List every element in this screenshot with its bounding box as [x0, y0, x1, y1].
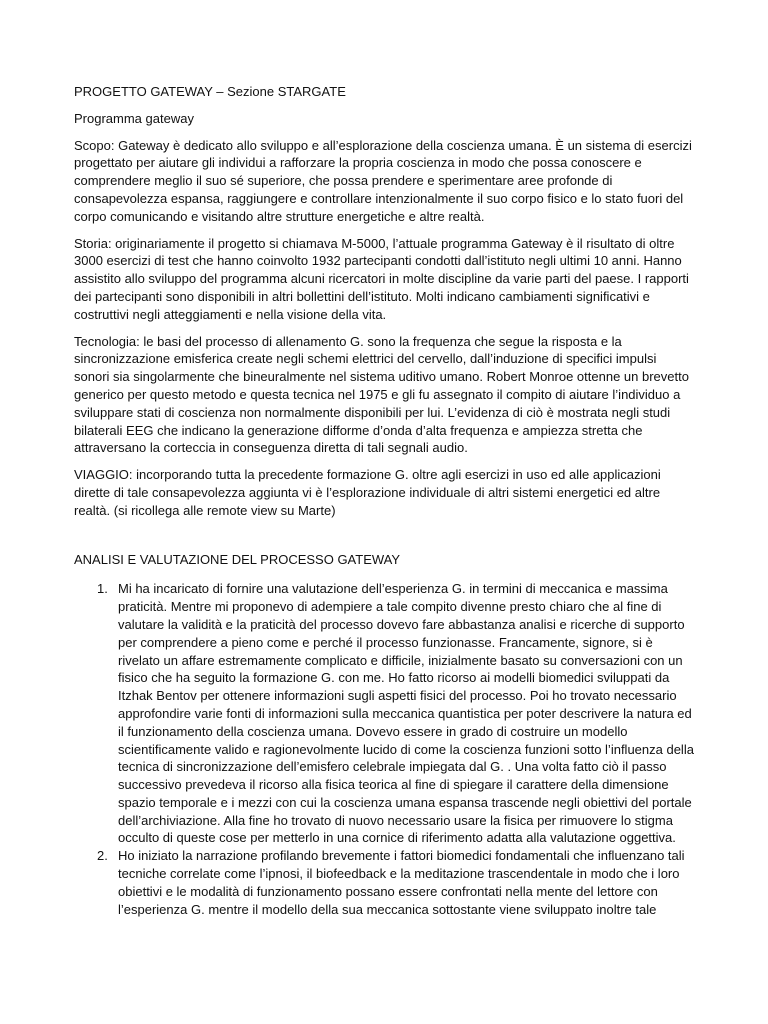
- document-page: [74, 83, 694, 918]
- document-subtitle: Programma gateway: [74, 110, 194, 126]
- document-title: PROGETTO GATEWAY – Sezione STARGATE: [74, 84, 346, 99]
- paragraph-scopo: Scopo: Gateway è dedicato allo sviluppo e all’esplorazione della coscienza umana. È un sistema di esercizi progettato per aiutare gli individui a rafforzare la propria coscienza in modo che possa conoscere e comprendere meglio il suo sé superiore, che possa prendere e sperimentare aree profonde di consapevolezza espansa, raggiungere e controllare intenzionalmente il suo corpo fisico e lo stato fuori del corpo comunicando e visitando altre strutture energetiche e altre realtà.: [74, 137, 692, 224]
- list-item-text: Mi ha incaricato di fornire una valutazione dell’esperienza G. in termini di meccanica e massima praticità. Mentre mi proponevo di adempiere a tale compito divenne presto chiaro che al fine di valutare la validità e la praticità del processo dovevo fare abbastanza analisi e ricerche di supporto per comprendere a pieno come e perché il processo funzionasse. Francamente, signore, si è rivelato un affare estremamente complicato e difficile, inizialmente basato su conversazioni con un fisico che ha seguito la formazione G. con me. Ho fatto ricorso ai modelli biomedici sviluppati da Itzhak Bentov per ottenere informazioni sugli aspetti fisici del processo. Poi ho trovato necessario approfondire varie fonti di informazioni sulla meccanica quantistica per poter descrivere la natura ed il funzionamento della coscienza umana. Dovevo essere in grado di costruire un modello scientificamente valido e ragionevolmente lucido di come la coscienza funzioni sotto l’influenza della tecnica di sincronizzazione dell’emisfero celebrale impiegata dal G. . Una volta fatto ciò il passo successivo prevedeva il ricorso alla fisica teorica al fine di spiegare il carattere della dimensione spazio temporale e i mezzi con cui la coscienza umana espansa trascende negli obiettivi del portale dell’archiviazione. Alla fine ho trovato di nuovo necessario usare la fisica per rimuovere lo stigma occulto di queste cose per metterlo in una cornice di riferimento adatta alla valutazione oggettiva.: [118, 581, 694, 846]
- list-item-number: 2.: [97, 848, 108, 864]
- section-title: ANALISI E VALUTAZIONE DEL PROCESSO GATEWAY: [74, 551, 401, 567]
- paragraph-viaggio: VIAGGIO: incorporando tutta la precedente formazione G. oltre agli esercizi in uso ed alle applicazioni dirette di tale consapevolezza aggiunta vi è l’esplorazione individuale di altri sistemi energetici ed altre realtà. (si ricollega alle remote view su Marte): [74, 467, 661, 518]
- paragraph-tecnologia: Tecnologia: le basi del processo di allenamento G. sono la frequenza che segue la risposta e la sincronizzazione emisferica create negli schemi elettrici del cervello, dall’induzione di specifici impulsi sonori sia singolarmente che bineuralmente nel sistema uditivo umano. Robert Monroe ottenne un brevetto generico per questo metodo e questa tecnica nel 1975 e gli fu assegnato il compito di aiutare l’individuo a sviluppare stati di coscienza non normalmente disponibili per lui. L’evidenza di ciò è mostrata negli studi bilaterali EEG che indicano la generazione difforme d’onda d’alta frequenza e ampiezza stretta che attraversano la corteccia in conseguenza diretta di tali segnali audio.: [74, 333, 689, 456]
- numbered-list: [74, 580, 694, 918]
- list-item-number: 1.: [97, 581, 108, 597]
- list-item: [74, 580, 694, 847]
- list-item: [74, 847, 694, 918]
- paragraph-storia: Storia: originariamente il progetto si chiamava M-5000, l’attuale programma Gateway è il risultato di oltre 3000 esercizi di test che hanno coinvolto 1932 partecipanti condotti dall’istituto negli ultimi 10 anni. Hanno assistito allo sviluppo del programma alcuni ricercatori in molte discipline da varie parti del paese. I rapporti dei partecipanti sono disponibili in altri bollettini dell’istituto. Molti indicano cambiamenti significativi e costruttivi negli atteggiamenti e nella visione della vita.: [74, 235, 689, 322]
- list-item-text: Ho iniziato la narrazione profilando brevemente i fattori biomedici fondamentali che influenzano tali tecniche correlate come l’ipnosi, il biofeedback e la meditazione trascendentale in modo che i loro obiettivi e le modalità di funzionamento possano essere confrontati nella mente del lettore con l’esperienza G. mentre il modello della sua meccanica sottostante viene sviluppato inoltre tale: [118, 848, 685, 917]
